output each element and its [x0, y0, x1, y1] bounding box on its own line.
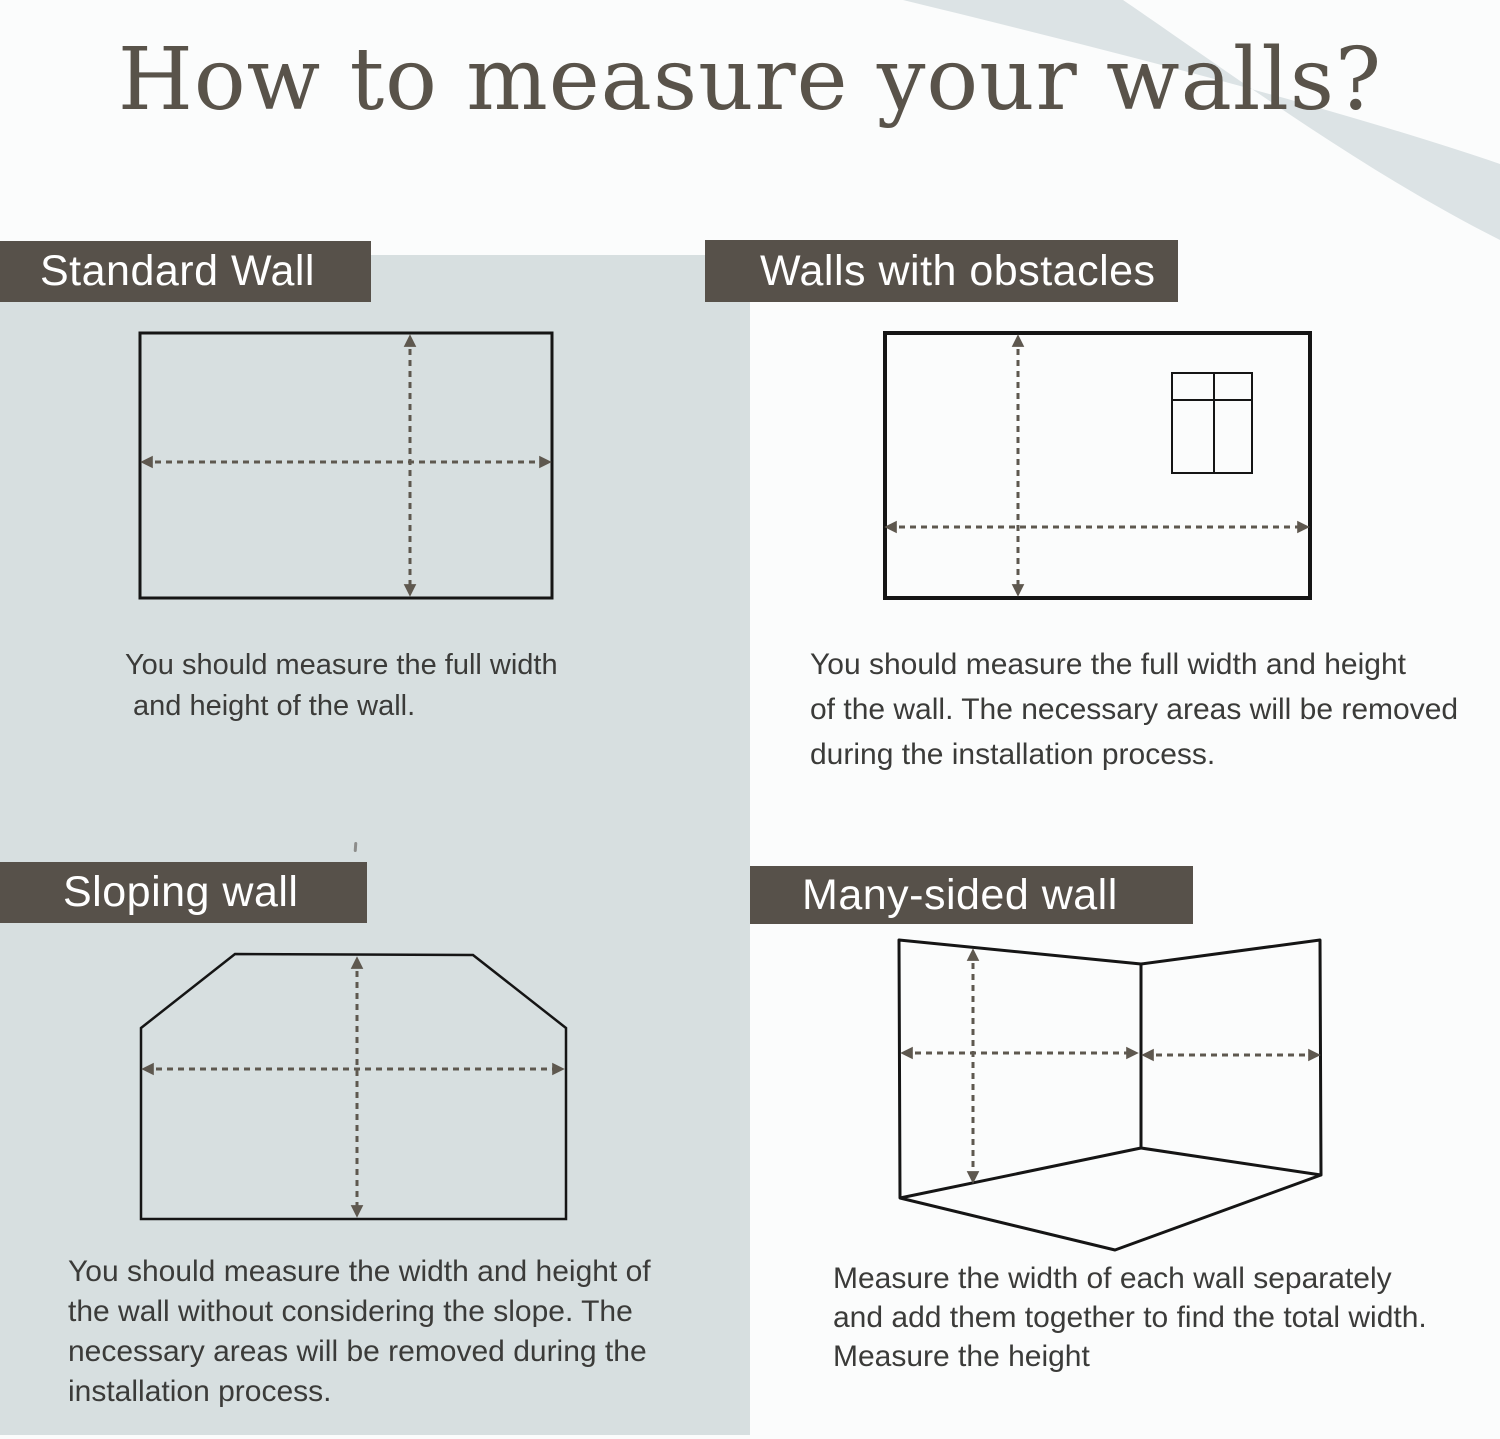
paragraph-line: installation process.	[68, 1375, 332, 1408]
standard-wall-diagram	[128, 321, 568, 613]
wall-with-obstacles-diagram	[873, 321, 1323, 613]
paragraph-line: You should measure the full width	[125, 649, 558, 681]
paragraph-line: Measure the width of each wall separately	[833, 1262, 1392, 1295]
section-header-standard-wall	[0, 241, 371, 302]
paragraph-line: and add them together to find the total width.	[833, 1301, 1427, 1334]
section-header-sloping-wall	[0, 862, 367, 923]
section-header-walls-with-obstacles	[705, 240, 1178, 302]
paragraph-line: Measure the height	[833, 1340, 1090, 1373]
section-header-label: Standard Wall	[40, 247, 315, 295]
paragraph-line: and height of the wall.	[133, 690, 416, 722]
paragraph-line: You should measure the width and height of	[68, 1255, 651, 1288]
section-header-label: Sloping wall	[63, 868, 299, 916]
corner-walls-outline	[899, 940, 1321, 1250]
section-header-many-sided-wall	[750, 866, 1193, 924]
standard-wall-description	[125, 645, 558, 727]
paragraph-line: of the wall. The necessary areas will be removed	[810, 693, 1459, 726]
page-title: How to measure your walls?	[117, 30, 1383, 130]
paragraph-line: You should measure the full width and height	[810, 648, 1406, 681]
section-header-label: Walls with obstacles	[760, 246, 1156, 295]
walls-with-obstacles-description	[810, 642, 1458, 777]
section-header-label: Many-sided wall	[802, 870, 1118, 919]
paragraph-line: during the installation process.	[810, 738, 1216, 771]
wall-outline	[141, 954, 566, 1219]
paragraph-line: necessary areas will be removed during the	[68, 1335, 647, 1368]
many-sided-wall-description	[833, 1259, 1427, 1376]
many-sided-wall-diagram	[887, 928, 1334, 1263]
paragraph-line: the wall without considering the slope. The	[68, 1295, 633, 1328]
window-icon	[1172, 373, 1252, 473]
sloping-wall-diagram	[129, 942, 579, 1234]
wall-outline	[140, 333, 552, 598]
sloping-wall-description	[68, 1252, 651, 1412]
